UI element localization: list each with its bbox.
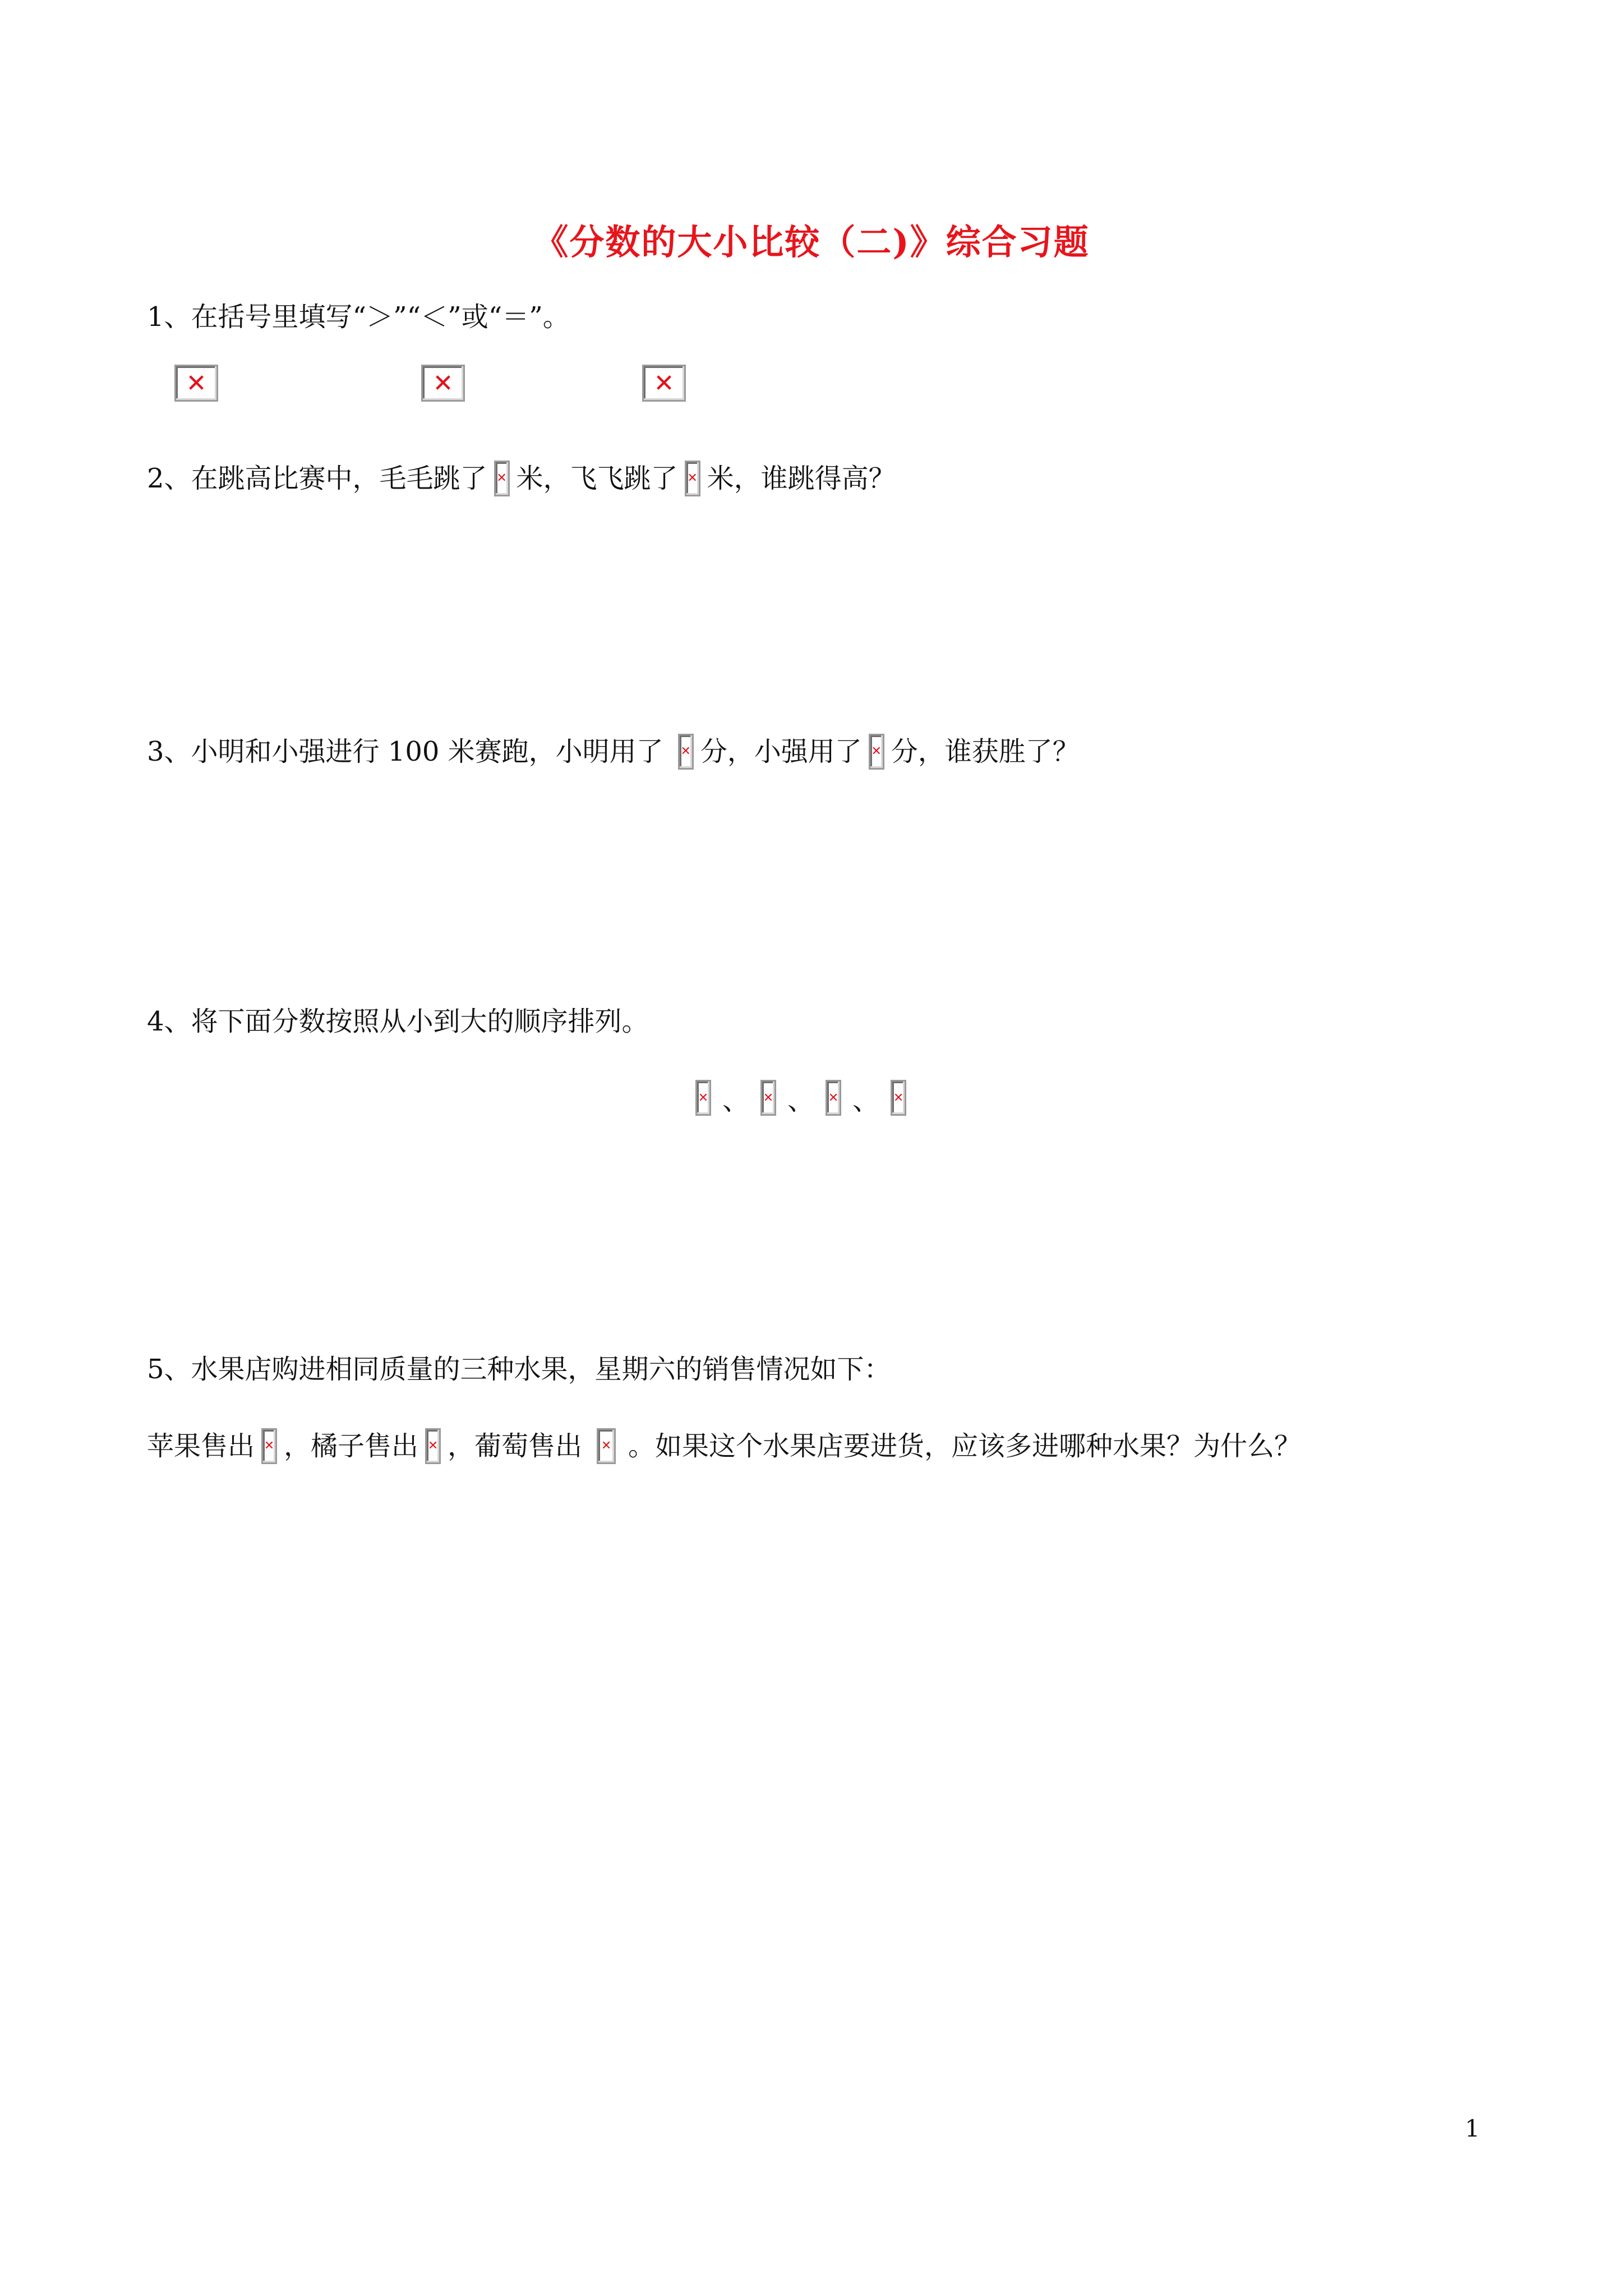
- question-3-text-part1: 3、小明和小强进行 100 米赛跑，小明用了: [147, 736, 663, 767]
- question-5-text-part1: 苹果售出: [147, 1430, 255, 1462]
- broken-image-icon: ✕: [597, 1428, 616, 1464]
- broken-image-icon: ✕: [685, 461, 700, 496]
- broken-image-icon: ✕: [760, 1080, 776, 1116]
- question-5: [147, 1350, 891, 1389]
- broken-image-icon: ✕: [891, 1080, 906, 1116]
- question-5-text-part4: 。如果这个水果店要进货，应该多进哪种水果？为什么？: [628, 1430, 1302, 1462]
- question-3-text-part3: 分，谁获胜了？: [891, 736, 1080, 767]
- list-separator: 、: [722, 1084, 750, 1116]
- list-separator: 、: [852, 1084, 880, 1116]
- question-3: [147, 732, 1080, 771]
- page-number: 1: [1465, 2115, 1480, 2142]
- question-2-text-part2: 米，飞飞跳了: [516, 463, 678, 494]
- question-4-fractions: [695, 1078, 906, 1117]
- question-5-text: 5、水果店购进相同质量的三种水果，星期六的销售情况如下：: [147, 1354, 891, 1385]
- question-4-text: 4、将下面分数按照从小到大的顺序排列。: [147, 1006, 649, 1037]
- broken-image-icon: ✕: [174, 365, 218, 402]
- broken-image-icon: ✕: [642, 365, 686, 402]
- question-3-text-part2: 分，小强用了: [700, 736, 862, 767]
- question-4: [147, 1002, 649, 1041]
- broken-image-icon: ✕: [494, 461, 510, 496]
- question-5-detail: [147, 1427, 1301, 1466]
- broken-image-icon: ✕: [826, 1080, 841, 1116]
- list-separator: 、: [787, 1084, 815, 1116]
- broken-image-icon: ✕: [678, 734, 694, 770]
- question-2-text-part3: 米，谁跳得高？: [707, 463, 896, 494]
- question-1-text: 1、在括号里填写“＞”“＜”或“＝”。: [147, 301, 570, 333]
- question-2: [147, 459, 896, 498]
- broken-image-icon: ✕: [869, 734, 884, 770]
- question-5-text-part3: ，葡萄售出: [448, 1430, 583, 1462]
- broken-image-icon: ✕: [421, 365, 465, 402]
- broken-image-icon: ✕: [695, 1080, 711, 1116]
- question-1-images: [0, 365, 1623, 404]
- broken-image-icon: ✕: [261, 1428, 277, 1464]
- question-5-text-part2: ，橘子售出: [284, 1430, 419, 1462]
- question-1: [147, 297, 570, 337]
- question-2-text-part1: 2、在跳高比赛中，毛毛跳了: [147, 463, 487, 494]
- page-title: 《分数的大小比较（二)》综合习题: [533, 222, 1090, 263]
- broken-image-icon: ✕: [425, 1428, 441, 1464]
